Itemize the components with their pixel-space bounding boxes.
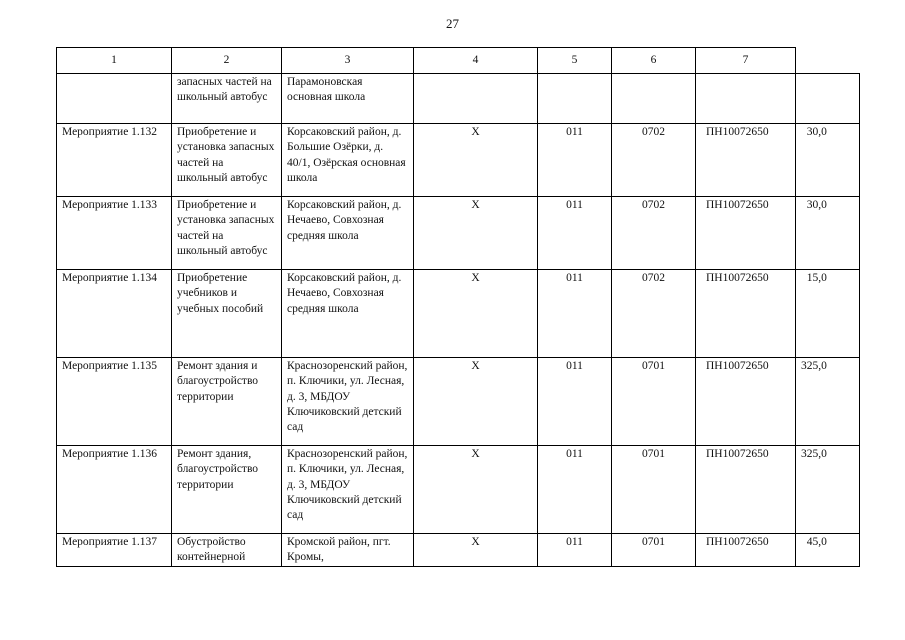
- csr-cell: ПН10072650: [696, 270, 796, 358]
- name-cell: Ремонт здания и благоустройство территории: [172, 358, 282, 446]
- name-cell: запасных частей на школьный автобус: [172, 74, 282, 124]
- place-cell: Парамоновская основная школа: [282, 74, 414, 124]
- grbs-cell: 011: [538, 270, 612, 358]
- event-cell: Мероприятие 1.135: [57, 358, 172, 446]
- csr-cell: ПН10072650: [696, 358, 796, 446]
- sum-cell: 30,0: [796, 197, 860, 270]
- table-row: [57, 534, 860, 567]
- column-header: 1: [57, 48, 172, 74]
- grbs-cell: 011: [538, 534, 612, 567]
- csr-cell: ПН10072650: [696, 197, 796, 270]
- column-header: 5: [538, 48, 612, 74]
- grbs-cell: 011: [538, 197, 612, 270]
- table-row: [57, 124, 860, 197]
- table-row: [57, 270, 860, 358]
- rzpr-cell: 0701: [612, 446, 696, 534]
- event-cell: [57, 74, 172, 124]
- grbs-cell: 011: [538, 358, 612, 446]
- csr-cell: ПН10072650: [696, 446, 796, 534]
- name-cell: Приобретение учебников и учебных пособий: [172, 270, 282, 358]
- place-cell: Кромской район, пгт. Кромы,: [282, 534, 414, 567]
- sum-cell: 325,0: [796, 446, 860, 534]
- event-cell: Мероприятие 1.132: [57, 124, 172, 197]
- event-cell: Мероприятие 1.136: [57, 446, 172, 534]
- column-header: 2: [172, 48, 282, 74]
- header-row: [57, 48, 860, 74]
- sign-cell: Х: [414, 270, 538, 358]
- sign-cell: Х: [414, 124, 538, 197]
- rzpr-cell: 0702: [612, 197, 696, 270]
- column-header: 7: [696, 48, 796, 74]
- sign-cell: Х: [414, 534, 538, 567]
- place-cell: Корсаковский район, д. Нечаево, Совхозная средняя школа: [282, 197, 414, 270]
- place-cell: Краснозоренский район, п. Ключики, ул. Лесная, д. 3, МБДОУ Ключиковский детский сад: [282, 358, 414, 446]
- rzpr-cell: 0701: [612, 534, 696, 567]
- name-cell: Ремонт здания, благоустройство территории: [172, 446, 282, 534]
- sum-cell: 30,0: [796, 124, 860, 197]
- activities-table: [56, 47, 860, 567]
- event-cell: Мероприятие 1.134: [57, 270, 172, 358]
- page-number: 27: [446, 16, 459, 31]
- name-cell: Приобретение и установка запасных частей на школьный автобус: [172, 124, 282, 197]
- sign-cell: Х: [414, 358, 538, 446]
- event-cell: Мероприятие 1.137: [57, 534, 172, 567]
- sum-cell: [796, 74, 860, 124]
- place-cell: Корсаковский район, д. Большие Озёрки, д. 40/1, Озёрская основная школа: [282, 124, 414, 197]
- column-header: 6: [612, 48, 696, 74]
- table-row: [57, 358, 860, 446]
- rzpr-cell: [612, 74, 696, 124]
- rzpr-cell: 0702: [612, 124, 696, 197]
- csr-cell: [696, 74, 796, 124]
- grbs-cell: [538, 74, 612, 124]
- grbs-cell: 011: [538, 446, 612, 534]
- sign-cell: [414, 74, 538, 124]
- csr-cell: ПН10072650: [696, 124, 796, 197]
- column-header: 4: [414, 48, 538, 74]
- grbs-cell: 011: [538, 124, 612, 197]
- rzpr-cell: 0701: [612, 358, 696, 446]
- place-cell: Корсаковский район, д. Нечаево, Совхозная средняя школа: [282, 270, 414, 358]
- table-row: [57, 446, 860, 534]
- event-cell: Мероприятие 1.133: [57, 197, 172, 270]
- name-cell: Обустройство контейнерной: [172, 534, 282, 567]
- sum-cell: 15,0: [796, 270, 860, 358]
- table-row: [57, 74, 860, 124]
- rzpr-cell: 0702: [612, 270, 696, 358]
- sum-cell: 45,0: [796, 534, 860, 567]
- name-cell: Приобретение и установка запасных частей на школьный автобус: [172, 197, 282, 270]
- sum-cell: 325,0: [796, 358, 860, 446]
- sign-cell: Х: [414, 446, 538, 534]
- sign-cell: Х: [414, 197, 538, 270]
- column-header: 3: [282, 48, 414, 74]
- place-cell: Краснозоренский район, п. Ключики, ул. Лесная, д. 3, МБДОУ Ключиковский детский сад: [282, 446, 414, 534]
- table-row: [57, 197, 860, 270]
- csr-cell: ПН10072650: [696, 534, 796, 567]
